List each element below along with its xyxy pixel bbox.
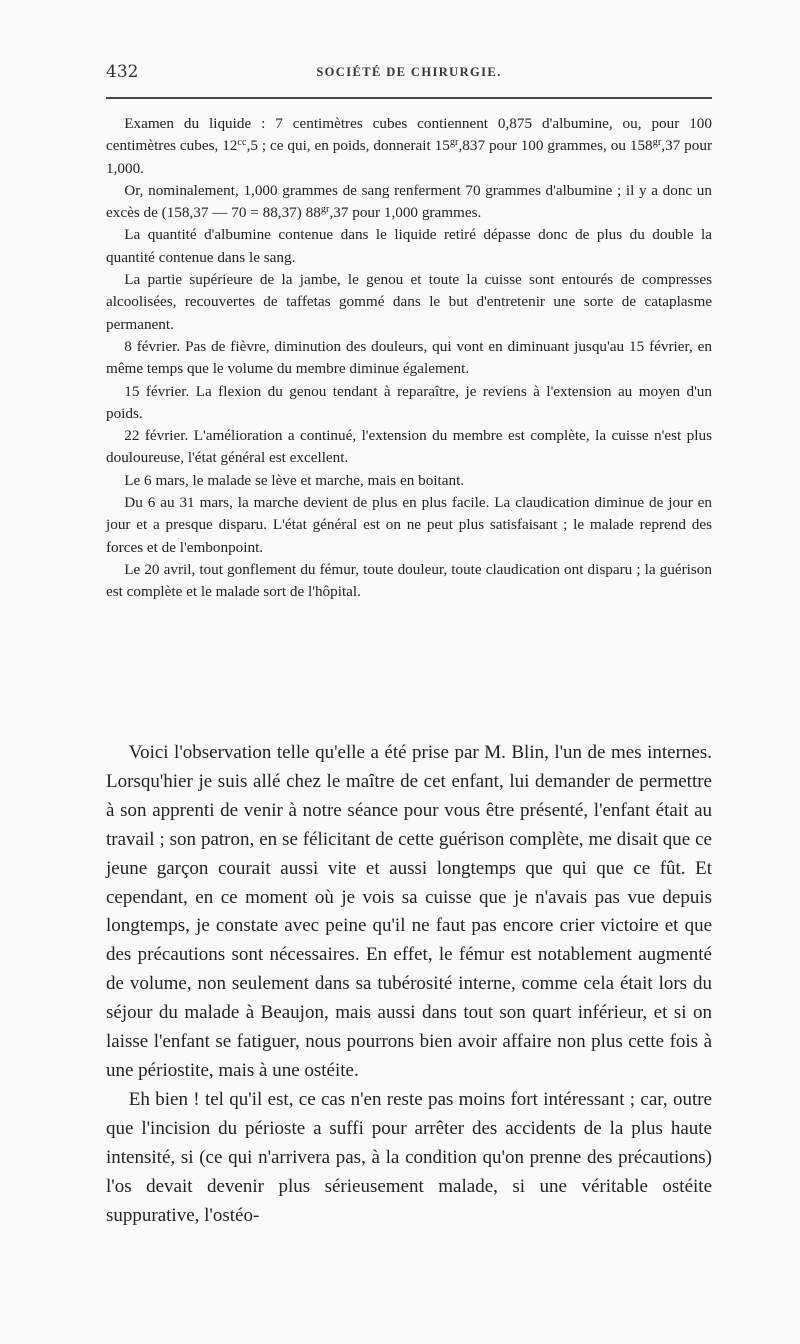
paragraph: 22 février. L'amélioration a continué, l'extension du membre est complète, la cuisse n'est plus douloureuse, l'état général est excellent. bbox=[106, 427, 712, 467]
page-number: 432 bbox=[106, 62, 139, 82]
case-notes bbox=[106, 113, 712, 604]
header-rule bbox=[106, 97, 712, 99]
page-header bbox=[106, 62, 712, 86]
paragraph: La quantité d'albumine contenue dans le liquide retiré dépasse donc de plus du double la quantité contenue dans le sang. bbox=[106, 226, 712, 266]
paragraph: Du 6 au 31 mars, la marche devient de plus en plus facile. La claudication diminue de jour en jour et a presque disparu. L'état général est on ne peut plus satisfaisant ; le malade reprend des forces et de l'embonpoint. bbox=[106, 494, 712, 556]
running-title: SOCIÉTÉ DE CHIRURGIE. bbox=[316, 65, 502, 79]
paragraph: Eh bien ! tel qu'il est, ce cas n'en reste pas moins fort intéressant ; car, outre que l'incision du périoste a suffi pour arrêter des accidents de la plus haute intensité, si (ce qui n'arrivera pas, à la condition qu'on prenne des précautions) l'os devait devenir plus sérieusement malade, si une véritable ostéite suppurative, l'ostéo- bbox=[106, 1088, 712, 1226]
paragraph: Le 20 avril, tout gonflement du fémur, toute douleur, toute claudication ont disparu ; la guérison est complète et le malade sort de l'hôpital. bbox=[106, 560, 712, 601]
paragraph: 15 février. La flexion du genou tendant à reparaître, je reviens à l'extension au moyen d'un poids. bbox=[106, 382, 712, 422]
paragraph: Or, nominalement, 1,000 grammes de sang renferment 70 grammes d'albumine ; il y a donc un excès de (158,37 — 70 = 88,37) $88^{gr},37$ pour 1,000 grammes. bbox=[106, 181, 712, 222]
paragraph: La partie supérieure de la jambe, le genou et toute la cuisse sont entourés de compresses alcoolisées, recouvertes de taffetas gommé dans le but d'entretenir une sorte de cataplasme permanent. bbox=[106, 271, 712, 333]
paragraph: Examen du liquide : 7 centimètres cubes contiennent 0,875 d'albumine, ou, pour 100 centimètres cubes, $12^{cc},5$ ; ce qui, en poids, donnerait $15^{gr},837$ pour 100 grammes, ou $158^{gr},37$ pour 1,000. bbox=[106, 115, 713, 177]
main-text bbox=[106, 739, 712, 1230]
paragraph: 8 février. Pas de fièvre, diminution des douleurs, qui vont en diminuant jusqu'au 15 février, en même temps que le volume du membre diminue également. bbox=[106, 337, 712, 378]
paragraph: Le 6 mars, le malade se lève et marche, mais en boitant. bbox=[124, 471, 465, 489]
paragraph: Voici l'observation telle qu'elle a été prise par M. Blin, l'un de mes internes. Lorsqu'hier je suis allé chez le maître de cet enfant, lui demander de permettre à son apprenti de venir à notre séance pour vous être présenté, l'enfant était au travail ; son patron, en se félicitant de cette guérison complète, me disait que ce jeune garçon courait aussi vite et aussi longtemps que qui que ce fût. Et cependant, en ce moment où je vois sa cuisse que je n'avais pas vue depuis longtemps, je constate avec peine qu'il ne faut pas encore crier victoire et que des précautions sont nécessaires. En effet, le fémur est notablement augmenté de volume, non seulement dans sa tubérosité interne, comme cela était lors du séjour du malade à Beaujon, mais aussi dans tout son quart inférieur, et si on laisse l'enfant se fatiguer, nous pourrons bien avoir affaire non plus cette fois à une périostite, mais à une ostéite. bbox=[106, 742, 712, 1081]
